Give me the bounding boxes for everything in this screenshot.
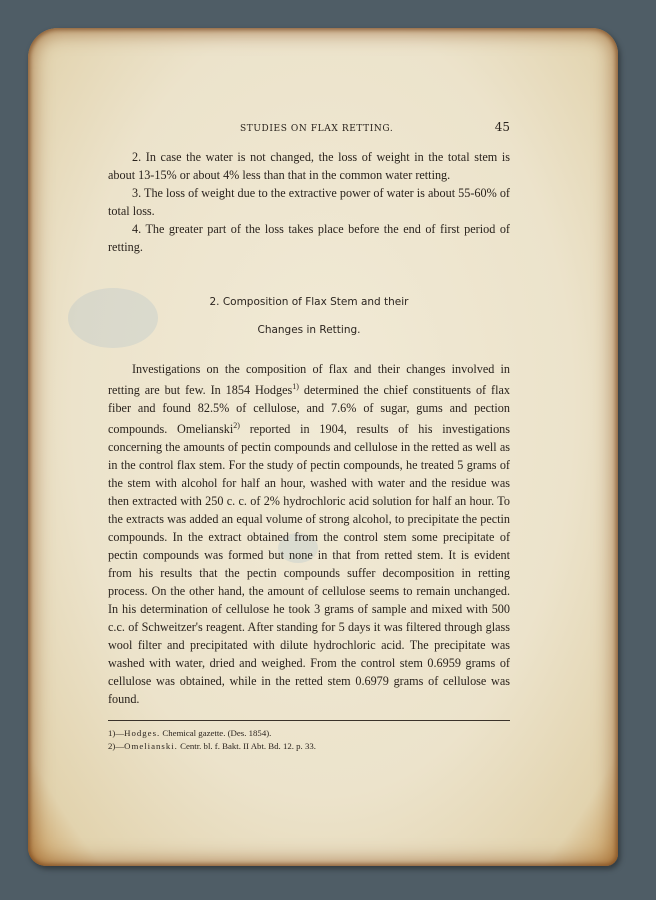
footnote-citation: Chemical gazette. (Des. 1854).	[160, 728, 272, 739]
list-item: 3. The loss of weight due to the extractive power of water is about 55-60% of total loss.	[108, 186, 510, 218]
footnote-author: Hodges.	[124, 728, 161, 739]
body-text: Investigations on the composition of flax and their changes involved in retting are but few. In 1854 Hodges	[108, 362, 510, 398]
running-header	[108, 120, 510, 134]
footnote-divider	[108, 720, 510, 721]
section-heading: 2. Composition of Flax Stem and their	[209, 296, 409, 308]
page-content	[108, 120, 510, 753]
page-number: 45	[494, 120, 510, 134]
footnote-mark: 1)—	[108, 728, 125, 739]
section-subheading: Changes in Retting.	[257, 324, 361, 336]
footnote-citation: Centr. bl. f. Bakt. II Abt. Bd. 12. p. 33.	[177, 741, 316, 752]
body-paragraph	[108, 360, 510, 708]
footnote-ref: 1)	[292, 382, 299, 391]
footnote-mark: 2)—	[108, 741, 125, 752]
footnote	[108, 727, 510, 740]
footnote-author: Omelianski.	[124, 741, 178, 752]
footnote	[108, 740, 510, 753]
list-item: 2. In case the water is not changed, the loss of weight in the total stem is about 13-15% or about 4% less than that in the common water retting.	[108, 150, 510, 182]
footnote-ref: 2)	[233, 421, 240, 431]
paper-page	[28, 28, 618, 866]
running-title: STUDIES ON FLAX RETTING.	[240, 124, 394, 134]
list-item: 4. The greater part of the loss takes place before the end of first period of retting.	[108, 222, 510, 254]
body-text: determined the chief constituents of flax fiber and found 82.5% of cellulose, and 7.6% of sugar, gums and pection compounds. Omelianski	[108, 383, 510, 437]
body-text: reported in 1904, results of his investigations concerning the amounts of pectin compounds and cellulose in the retted as well as in the control flax stem. For the study of pectin compounds, he treated 5 grams of the stem with alcohol for half an hour, washed with water and the residue was then extracted with 250 c. c. of 2% hydrochloric acid solution for half an hour. To the extracts was added an equal volume of strong alcohol, to precipitate the pectin compounds. In the extract obtained from the control stem some precipitate of pectin compounds was formed but none in that from retted stem. It is evident from his results that the pectin compounds suffer decomposition in retting process. On the other hand, the amount of cellulose seems to remain unchanged. In his determination of cellulose he took 3 grams of sample and mixed with 500 c.c. of Schweitzer's reagent. After standing for 5 days it was filtered through glass wool filter and precipitated with dilute hydrochloric acid. The precipitate was washed with water, dried and weighed. From the control stem 0.6959 grams of cellulose was obtained, while in the retted stem 0.6979 grams of cellulose was found.	[108, 422, 510, 707]
numbered-list	[108, 148, 510, 256]
